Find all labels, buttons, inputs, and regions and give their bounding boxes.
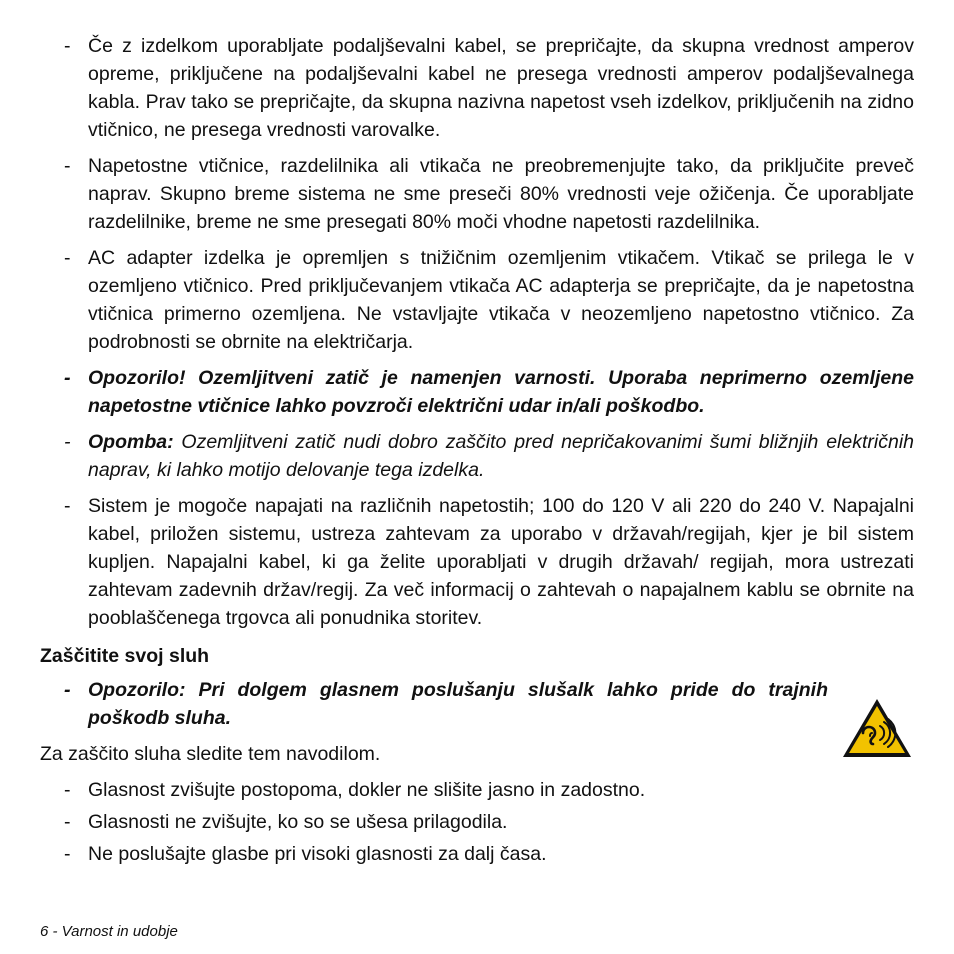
list-dash: - — [64, 679, 71, 701]
section-heading: Zaščitite svoj sluh — [40, 645, 210, 667]
list-dash: - — [64, 779, 71, 801]
grounding-warning-text: Opozorilo! Ozemljitveni zatič je namenjen varnosti. Uporaba neprimerno ozemljene napetostne vtičnice lahko povzroči električni udar in/ali poškodbo. — [88, 367, 914, 417]
list-dash: - — [64, 811, 71, 833]
list-item — [40, 840, 914, 868]
hearing-warning-icon — [840, 696, 914, 760]
list-dash: - — [64, 367, 71, 389]
list-item-text: Sistem je mogoče napajati na različnih napetostih; 100 do 120 V ali 220 do 240 V. Napajalni kabel, priložen sistemu, ustreza zahtevam za uporabo v državah/regijah, kjer je bil sistem kupljen. Napajalni kabel, ki ga želite uporabljati v drugih državah/ regijah, mora ustrezati zahtevam zadevnih držav/regij. Za več informacij o zahtevah o napajalnem kablu se obrnite na pooblaščenega trgovca ali ponudnika storitev. — [88, 495, 914, 629]
list-dash: - — [64, 247, 71, 269]
note-text: Ozemljitveni zatič nudi dobro zaščito pred nepričakovanimi šumi bližnjih električnih naprav, ki lahko motijo delovanje tega izdelka. — [88, 431, 914, 481]
list-item — [40, 776, 914, 804]
list-dash: - — [64, 495, 71, 517]
hearing-warning-row — [40, 676, 914, 732]
list-item — [40, 808, 914, 836]
document-page — [40, 32, 914, 872]
list-item — [40, 244, 914, 356]
hearing-warning-text: Opozorilo: Pri dolgem glasnem poslušanju slušalk lahko pride do trajnih poškodb sluha. — [88, 679, 828, 729]
grounding-warning — [40, 364, 914, 420]
page-footer: 6 - Varnost in udobje — [40, 923, 178, 940]
intro-text: Za zaščito sluha sledite tem navodilom. — [40, 743, 381, 765]
note-label: Opomba: — [88, 431, 174, 453]
list-dash: - — [64, 35, 71, 57]
list-item-text: Napetostne vtičnice, razdelilnika ali vtikača ne preobremenjujte tako, da priključite preveč naprav. Skupno breme sistema ne sme preseči 80% vrednosti veje ožičenja. Če uporabljate razdelilnike, breme ne sme presegati 80% moči vhodne napetosti razdelilnika. — [88, 155, 914, 233]
list-item — [40, 152, 914, 236]
list-dash: - — [64, 843, 71, 865]
list-item-text: Glasnosti ne zvišujte, ko so se ušesa prilagodila. — [88, 811, 508, 833]
list-item-text: AC adapter izdelka je opremljen s tnižičnim ozemljenim vtikačem. Vtikač se prilega le v ozemljeno vtičnico. Pred priključevanjem vtikača AC adapterja se prepričajte, da je napetostna vtičnica primerno ozemljena. Ne vstavljajte vtikača v neozemljeno napetostno vtičnico. Za podrobnosti se obrnite na električarja. — [88, 247, 914, 353]
list-item — [40, 492, 914, 632]
list-item-text: Glasnost zvišujte postopoma, dokler ne slišite jasno in zadostno. — [88, 779, 646, 801]
list-dash: - — [64, 155, 71, 177]
hearing-warning — [40, 676, 828, 732]
note-item — [40, 428, 914, 484]
list-item-text: Če z izdelkom uporabljate podaljševalni kabel, se prepričajte, da skupna vrednost amperov opreme, priključene na podaljševalni kabel ne presega vrednosti amperov podaljševalnega kabla. Prav tako se prepričajte, da skupna nazivna napetost vseh izdelkov, priključenih na zidno vtičnico, ne presega vrednosti varovalke. — [88, 35, 914, 141]
list-item-text: Ne poslušajte glasbe pri visoki glasnosti za dalj časa. — [88, 843, 547, 865]
list-dash: - — [64, 431, 71, 453]
list-item — [40, 32, 914, 144]
